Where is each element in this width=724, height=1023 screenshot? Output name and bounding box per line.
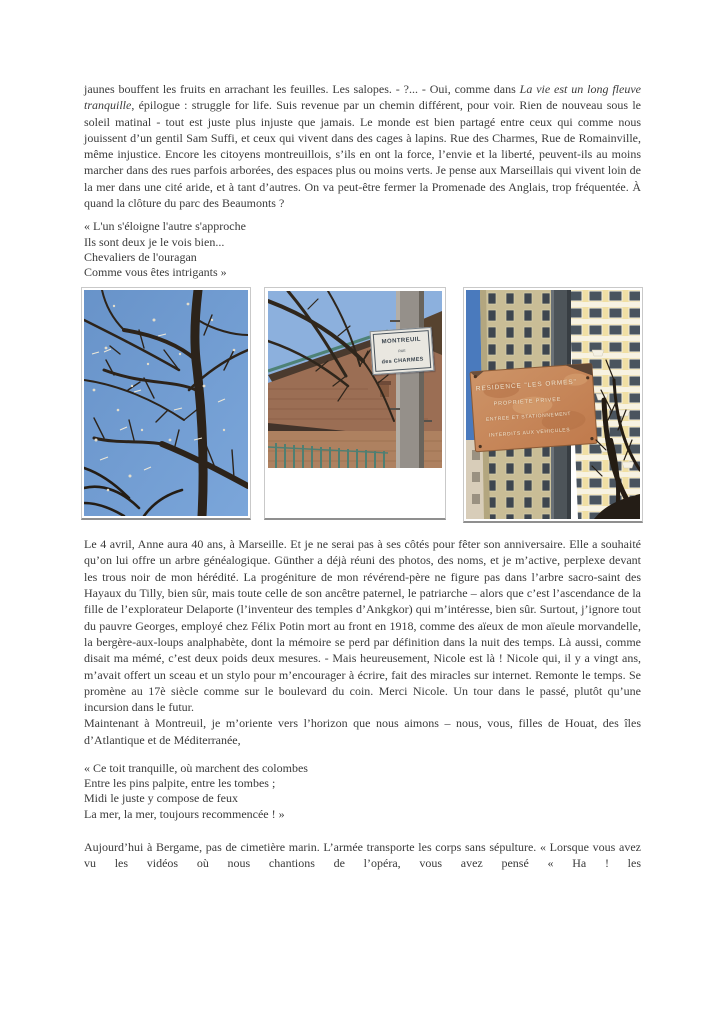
residence-sign-line: RESIDENCE "LES ORMES" bbox=[475, 378, 578, 393]
poem-line: « L'un s'éloigne l'autre s'approche bbox=[84, 219, 246, 234]
poem-line: Ils sont deux je le vois bien... bbox=[84, 234, 225, 249]
poem-line: La mer, la mer, toujours recommencée ! » bbox=[84, 806, 285, 821]
poem-line: Midi le juste y compose de feux bbox=[84, 791, 238, 806]
photo-street-sign bbox=[264, 287, 446, 520]
paragraph-text: , épilogue : struggle for life. Suis revenue par un chemin différent, pour voir. Rien de nouveau sous le soleil matinal - tout est juste plus injuste que jamais. Le monde est bien partagé entre ceux qui comme nous jouissent d’un gentil Sam Suffi, et ceux qui vivent dans des cages à lapins. Rue des Charmes, Rue de Romainville, même injustice. Encore les citoyens montreuillois, s’ils en ont la force, l’envie et la liberté, peuvent-ils au moins marcher dans des rues parfois arborées, des espaces plus ou moins verts. Je pense aux Marseillais qui vivent loin de la mer dans une cité aride, et à tant d’autres. On va peut-être fermer la Promenade des Anglais, trop fréquentée. À quand la clôture du parc des Beaumonts ? bbox=[84, 98, 641, 211]
residence-sign-line: INTERDITS AUX VEHICULES bbox=[488, 427, 571, 440]
photo-gallery bbox=[81, 287, 643, 523]
body-paragraph-1 bbox=[84, 81, 641, 211]
body-paragraph-3: Aujourd’hui à Bergame, pas de cimetière marin. L’armée transporte les corps sans sépulture. « Lorsque vous avez vu les vidéos où nous chantions de l’opéra, vous avez pensé « Ha ! les bbox=[84, 839, 641, 871]
residence-sign-line: PROPRIETE PRIVEE bbox=[493, 396, 562, 408]
poem-line: Comme vous êtes intrigants » bbox=[84, 264, 227, 279]
photo-residence-tower bbox=[463, 287, 643, 523]
poem-quote-2 bbox=[84, 761, 641, 822]
street-sign-rue: RUE bbox=[398, 348, 406, 354]
body-paragraph-2b: Maintenant à Montreuil, je m’oriente vers l’horizon que nous aimons – nous, vous, filles de Houat, des îles d’Atlantique et de Méditerranée, bbox=[84, 716, 641, 747]
photo-bare-tree bbox=[81, 287, 251, 520]
residence-sign-line: ENTREE ET STATIONNEMENT bbox=[485, 411, 572, 424]
book-title-italic: La vie est un long fleuve tranquille bbox=[84, 82, 641, 113]
poem-line: « Ce toit tranquille, où marchent des colombes bbox=[84, 761, 308, 776]
poem-line: Entre les pins palpite, entre les tombes ; bbox=[84, 776, 276, 791]
street-sign-name: des CHARMES bbox=[381, 356, 424, 366]
street-name-sign bbox=[370, 327, 435, 375]
page-content bbox=[84, 81, 641, 871]
street-sign-photo-illustration bbox=[268, 291, 442, 468]
residence-sign bbox=[469, 368, 588, 450]
body-paragraph-2: Le 4 avril, Anne aura 40 ans, à Marseille. Et je ne serai pas à ses côtés pour fêter son anniversaire. Elle a souhaité qu’on lui offre un arbre généalogique. Günther a déjà réuni des photos, des noms, et je m’active, perplexe devant les trous noir de mon hérédité. La progéniture de mon révérend-père ne figure pas dans l’arbre sacro-saint des Hayaux du Tilly, bien sûr, mais toute celle de son ancêtre paternel, le patriarche – alors que c’est l’ascendance de la fille de l’explorateur Delaporte (l’inventeur des temples d’Ankgkor) qui m’intéresse, bien sûr. Surtout, j’ignore tout du pauvre Georges, employé chez Félix Potin mort au front en 1918, comme des aïeux de mon aïeule morvandelle, la bergère-aux-loups analphabète, dont la mémoire se perd par définition dans la nuit des temps. Là aussi, comme disait ma mémé, c’est deux poids deux mesures. - Mais heureusement, Nicole est là ! Nicole qui, il y a vingt ans, m’avait offert un sceau et un stylo pour m’encourager à écrire, fait des miracles sur internet. Remonte le temps. Se promène au 17è siècle comme sur le boulevard du coin. Merci Nicole. Un tour dans le passé, plutôt qu’une incursion dans le futur. bbox=[84, 537, 641, 715]
paragraph-text: jaunes bouffent les fruits en arrachant les feuilles. Les salopes. - ?... - Oui, comme dans bbox=[84, 82, 520, 96]
street-sign-city: MONTREUIL bbox=[381, 336, 422, 346]
bare-tree-photo-illustration bbox=[84, 290, 248, 516]
poem-quote-1 bbox=[84, 219, 641, 280]
poem-line: Chevaliers de l'ouragan bbox=[84, 249, 197, 264]
